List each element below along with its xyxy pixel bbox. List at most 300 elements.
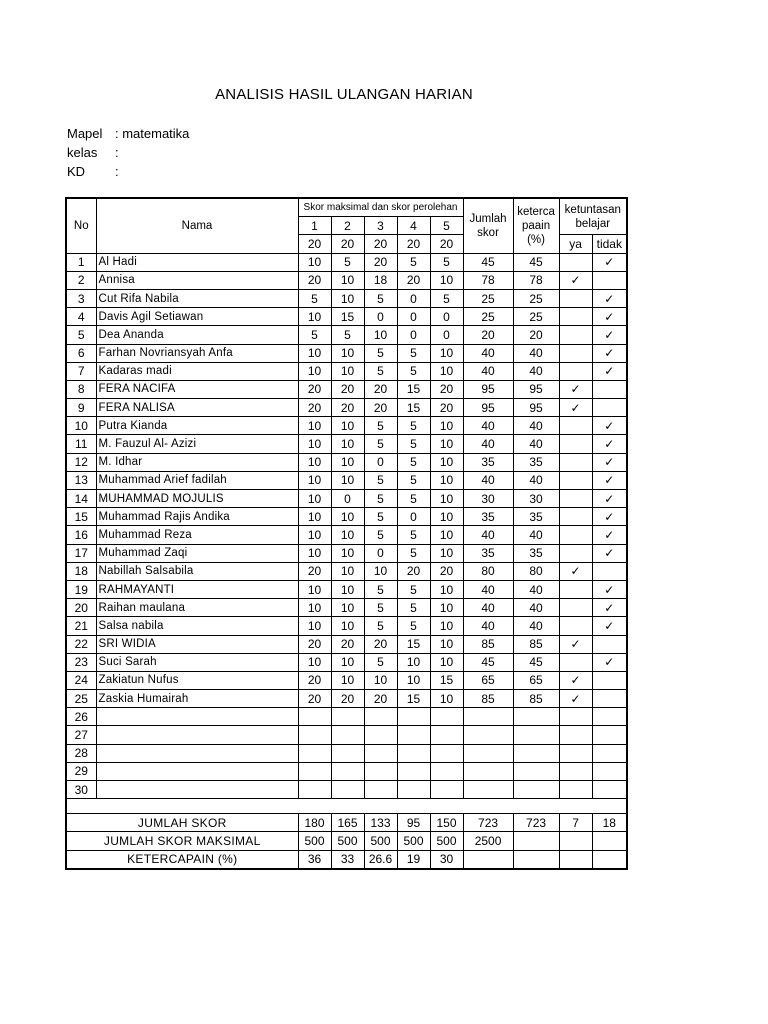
- item-score: 20: [430, 399, 463, 417]
- achievement-percent: 95: [513, 399, 559, 417]
- total-score: 40: [463, 417, 513, 435]
- achievement-percent: 80: [513, 562, 559, 580]
- student-row: [66, 490, 627, 508]
- ya-check-icon: [559, 344, 592, 362]
- item-score: [397, 744, 430, 762]
- total-score: 40: [463, 617, 513, 635]
- item-score: 10: [430, 526, 463, 544]
- ya-check-icon: [559, 289, 592, 307]
- achievement-percent: [513, 762, 559, 780]
- tidak-check-icon: ✓: [592, 544, 627, 562]
- student-name: Zaskia Humairah: [96, 690, 298, 708]
- achievement-percent: 85: [513, 635, 559, 653]
- tidak-check-icon: ✓: [592, 599, 627, 617]
- meta-kd-label: KD: [67, 164, 86, 179]
- total-score: 40: [463, 435, 513, 453]
- achievement-percent: 25: [513, 308, 559, 326]
- item-score: 0: [397, 289, 430, 307]
- item-score: 5: [397, 599, 430, 617]
- student-name: Davis Agil Setiawan: [96, 308, 298, 326]
- header-skor-group: Skor maksimal dan skor perolehan: [298, 198, 463, 217]
- total-score: [463, 726, 513, 744]
- row-number: 20: [66, 599, 96, 617]
- spacer-row: [66, 799, 627, 814]
- summary-label: JUMLAH SKOR: [66, 814, 298, 832]
- meta-kd-value: :: [115, 164, 119, 179]
- row-number: 30: [66, 781, 96, 799]
- item-score: [430, 726, 463, 744]
- row-number: 14: [66, 490, 96, 508]
- item-score: 10: [298, 362, 331, 380]
- summary-item-value: 36: [298, 850, 331, 869]
- total-score: 40: [463, 580, 513, 598]
- ya-check-icon: [559, 708, 592, 726]
- summary-item-value: 150: [430, 814, 463, 832]
- total-score: 80: [463, 562, 513, 580]
- student-name: [96, 762, 298, 780]
- student-row: [66, 399, 627, 417]
- item-score: 10: [331, 417, 364, 435]
- student-row: [66, 508, 627, 526]
- achievement-percent: 45: [513, 653, 559, 671]
- row-number: 11: [66, 435, 96, 453]
- total-score: 40: [463, 362, 513, 380]
- student-row: [66, 562, 627, 580]
- item-score: 10: [430, 362, 463, 380]
- student-name: SRI WIDIA: [96, 635, 298, 653]
- item-score: 20: [298, 671, 331, 689]
- item-score: 10: [298, 417, 331, 435]
- item-score: 5: [298, 326, 331, 344]
- item-score: 10: [364, 326, 397, 344]
- student-name: Nabillah Salsabila: [96, 562, 298, 580]
- total-score: 25: [463, 308, 513, 326]
- total-score: 95: [463, 399, 513, 417]
- item-score: 0: [397, 308, 430, 326]
- student-name: M. Fauzul Al- Azizi: [96, 435, 298, 453]
- item-score: 5: [331, 253, 364, 271]
- student-name: Putra Kianda: [96, 417, 298, 435]
- item-score: [397, 726, 430, 744]
- item-score: 10: [430, 271, 463, 289]
- student-name: Muhammad Reza: [96, 526, 298, 544]
- achievement-percent: 40: [513, 417, 559, 435]
- student-name: Raihan maulana: [96, 599, 298, 617]
- student-row: [66, 671, 627, 689]
- achievement-percent: 35: [513, 453, 559, 471]
- total-score: 35: [463, 453, 513, 471]
- item-score: 5: [430, 253, 463, 271]
- student-row: [66, 762, 627, 780]
- item-score: 10: [298, 308, 331, 326]
- tidak-check-icon: ✓: [592, 453, 627, 471]
- summary-row: [66, 814, 627, 832]
- meta-mapel: [67, 124, 189, 143]
- student-row: [66, 417, 627, 435]
- summary-percent: 723: [513, 814, 559, 832]
- student-name: [96, 744, 298, 762]
- row-number: 24: [66, 671, 96, 689]
- tidak-check-icon: ✓: [592, 653, 627, 671]
- tidak-check-icon: [592, 726, 627, 744]
- meta-mapel-value: : matematika: [115, 126, 190, 141]
- tidak-check-icon: ✓: [592, 490, 627, 508]
- tidak-check-icon: [592, 690, 627, 708]
- row-number: 1: [66, 253, 96, 271]
- item-score: 5: [397, 453, 430, 471]
- item-score: 10: [430, 508, 463, 526]
- row-number: 10: [66, 417, 96, 435]
- item-score: 20: [331, 399, 364, 417]
- item-score: 10: [430, 471, 463, 489]
- row-number: 15: [66, 508, 96, 526]
- item-score: 20: [298, 271, 331, 289]
- student-row: [66, 726, 627, 744]
- item-score: 10: [430, 344, 463, 362]
- achievement-percent: 30: [513, 490, 559, 508]
- item-score: 20: [331, 380, 364, 398]
- item-score: 5: [397, 617, 430, 635]
- item-score: 10: [331, 271, 364, 289]
- tidak-check-icon: ✓: [592, 308, 627, 326]
- item-score: 15: [430, 671, 463, 689]
- item-score: 20: [298, 380, 331, 398]
- student-name: Annisa: [96, 271, 298, 289]
- item-score: [298, 762, 331, 780]
- ya-check-icon: [559, 490, 592, 508]
- item-score: 10: [331, 653, 364, 671]
- achievement-percent: 40: [513, 435, 559, 453]
- item-score: 15: [397, 690, 430, 708]
- item-score: 5: [364, 599, 397, 617]
- item-score: [331, 744, 364, 762]
- total-score: 40: [463, 344, 513, 362]
- item-score: 15: [397, 399, 430, 417]
- summary-item-value: 95: [397, 814, 430, 832]
- meta-kelas-value: :: [115, 145, 119, 160]
- student-row: [66, 744, 627, 762]
- total-score: [463, 708, 513, 726]
- item-score: 18: [364, 271, 397, 289]
- item-score: 20: [430, 380, 463, 398]
- student-row: [66, 781, 627, 799]
- item-score: [430, 781, 463, 799]
- row-number: 9: [66, 399, 96, 417]
- item-score: [430, 744, 463, 762]
- tidak-check-icon: [592, 380, 627, 398]
- achievement-percent: 40: [513, 526, 559, 544]
- meta-kelas-label: kelas: [67, 145, 98, 160]
- item-score: 10: [298, 344, 331, 362]
- summary-total: 723: [463, 814, 513, 832]
- item-score: 10: [430, 580, 463, 598]
- row-number: 21: [66, 617, 96, 635]
- student-row: [66, 253, 627, 271]
- student-row: [66, 617, 627, 635]
- item-score: 5: [397, 471, 430, 489]
- row-number: 7: [66, 362, 96, 380]
- student-name: Farhan Novriansyah Anfa: [96, 344, 298, 362]
- item-score: 0: [397, 508, 430, 526]
- total-score: 35: [463, 508, 513, 526]
- total-score: 40: [463, 599, 513, 617]
- summary-item-value: 500: [430, 832, 463, 850]
- header-max-5: 20: [430, 235, 463, 253]
- achievement-percent: 40: [513, 617, 559, 635]
- row-number: 3: [66, 289, 96, 307]
- achievement-percent: [513, 781, 559, 799]
- ya-check-icon: [559, 599, 592, 617]
- item-score: 10: [331, 435, 364, 453]
- item-score: 10: [331, 671, 364, 689]
- student-row: [66, 308, 627, 326]
- total-score: [463, 781, 513, 799]
- ya-check-icon: [559, 453, 592, 471]
- student-row: [66, 289, 627, 307]
- item-score: 10: [298, 471, 331, 489]
- item-score: 20: [430, 562, 463, 580]
- header-ketercapaian: keterca paain (%): [513, 198, 559, 253]
- item-score: 10: [298, 653, 331, 671]
- item-score: 5: [397, 362, 430, 380]
- item-score: 10: [430, 435, 463, 453]
- item-score: 20: [364, 380, 397, 398]
- item-score: 5: [364, 617, 397, 635]
- row-number: 17: [66, 544, 96, 562]
- ya-check-icon: ✓: [559, 562, 592, 580]
- row-number: 23: [66, 653, 96, 671]
- item-score: 20: [364, 690, 397, 708]
- header-ketuntasan: ketuntasan belajar: [559, 198, 627, 235]
- item-score: 10: [298, 544, 331, 562]
- tidak-check-icon: [592, 781, 627, 799]
- summary-item-value: 133: [364, 814, 397, 832]
- item-score: 10: [430, 544, 463, 562]
- total-score: [463, 744, 513, 762]
- ya-check-icon: [559, 326, 592, 344]
- item-score: 20: [397, 562, 430, 580]
- total-score: 78: [463, 271, 513, 289]
- tidak-check-icon: [592, 744, 627, 762]
- tidak-check-icon: ✓: [592, 289, 627, 307]
- item-score: 5: [397, 544, 430, 562]
- achievement-percent: 40: [513, 362, 559, 380]
- row-number: 27: [66, 726, 96, 744]
- item-score: 10: [331, 453, 364, 471]
- tidak-check-icon: [592, 562, 627, 580]
- student-row: [66, 471, 627, 489]
- item-score: [331, 726, 364, 744]
- item-score: 5: [397, 344, 430, 362]
- item-score: 10: [298, 580, 331, 598]
- item-score: 15: [397, 380, 430, 398]
- item-score: [364, 726, 397, 744]
- item-score: 10: [397, 653, 430, 671]
- item-score: 10: [331, 344, 364, 362]
- header-jumlah-skor: Jumlah skor: [463, 198, 513, 253]
- student-row: [66, 380, 627, 398]
- item-score: 20: [331, 635, 364, 653]
- header-item-5: 5: [430, 217, 463, 235]
- item-score: 0: [331, 490, 364, 508]
- item-score: 0: [364, 453, 397, 471]
- student-name: Muhammad Zaqi: [96, 544, 298, 562]
- item-score: 5: [397, 253, 430, 271]
- item-score: [364, 762, 397, 780]
- student-row: [66, 708, 627, 726]
- row-number: 22: [66, 635, 96, 653]
- header-item-1: 1: [298, 217, 331, 235]
- item-score: 20: [364, 635, 397, 653]
- ya-check-icon: [559, 653, 592, 671]
- row-number: 2: [66, 271, 96, 289]
- item-score: [430, 708, 463, 726]
- achievement-percent: 40: [513, 580, 559, 598]
- summary-item-value: 30: [430, 850, 463, 869]
- summary-item-value: 33: [331, 850, 364, 869]
- total-score: 95: [463, 380, 513, 398]
- student-name: [96, 781, 298, 799]
- summary-item-value: 19: [397, 850, 430, 869]
- row-number: 29: [66, 762, 96, 780]
- row-number: 4: [66, 308, 96, 326]
- header-max-4: 20: [397, 235, 430, 253]
- row-number: 19: [66, 580, 96, 598]
- total-score: 65: [463, 671, 513, 689]
- student-row: [66, 435, 627, 453]
- row-number: 5: [66, 326, 96, 344]
- item-score: 20: [298, 690, 331, 708]
- item-score: 5: [364, 344, 397, 362]
- ya-check-icon: [559, 580, 592, 598]
- item-score: 5: [364, 508, 397, 526]
- student-name: Dea Ananda: [96, 326, 298, 344]
- student-row: [66, 635, 627, 653]
- summary-ya-count: [559, 832, 592, 850]
- ya-check-icon: [559, 253, 592, 271]
- summary-percent: [513, 832, 559, 850]
- achievement-percent: 35: [513, 508, 559, 526]
- item-score: 10: [430, 417, 463, 435]
- item-score: 10: [364, 562, 397, 580]
- row-number: 28: [66, 744, 96, 762]
- total-score: 25: [463, 289, 513, 307]
- student-name: RAHMAYANTI: [96, 580, 298, 598]
- item-score: 10: [331, 289, 364, 307]
- item-score: [397, 708, 430, 726]
- tidak-check-icon: ✓: [592, 253, 627, 271]
- row-number: 13: [66, 471, 96, 489]
- header-max-3: 20: [364, 235, 397, 253]
- item-score: 0: [397, 326, 430, 344]
- item-score: 10: [298, 508, 331, 526]
- item-score: 10: [430, 617, 463, 635]
- achievement-percent: [513, 726, 559, 744]
- item-score: 20: [364, 253, 397, 271]
- item-score: 10: [298, 453, 331, 471]
- item-score: [298, 781, 331, 799]
- total-score: 40: [463, 526, 513, 544]
- item-score: 0: [430, 326, 463, 344]
- total-score: 40: [463, 471, 513, 489]
- tidak-check-icon: [592, 271, 627, 289]
- row-number: 6: [66, 344, 96, 362]
- header-max-2: 20: [331, 235, 364, 253]
- student-name: Zakiatun Nufus: [96, 671, 298, 689]
- summary-label: JUMLAH SKOR MAKSIMAL: [66, 832, 298, 850]
- item-score: 5: [397, 580, 430, 598]
- row-number: 18: [66, 562, 96, 580]
- row-number: 25: [66, 690, 96, 708]
- summary-item-value: 500: [364, 832, 397, 850]
- item-score: 10: [331, 580, 364, 598]
- item-score: 10: [298, 526, 331, 544]
- student-row: [66, 599, 627, 617]
- ya-check-icon: [559, 417, 592, 435]
- item-score: 10: [298, 253, 331, 271]
- header-ya: ya: [559, 235, 592, 253]
- ya-check-icon: [559, 762, 592, 780]
- summary-item-value: 26.6: [364, 850, 397, 869]
- page-title: ANALISIS HASIL ULANGAN HARIAN: [215, 86, 473, 103]
- item-score: 10: [331, 526, 364, 544]
- item-score: 20: [298, 562, 331, 580]
- tidak-check-icon: ✓: [592, 580, 627, 598]
- item-score: 10: [298, 435, 331, 453]
- header-max-1: 20: [298, 235, 331, 253]
- summary-tidak-count: 18: [592, 814, 627, 832]
- item-score: 5: [397, 526, 430, 544]
- summary-total: 2500: [463, 832, 513, 850]
- achievement-percent: 45: [513, 253, 559, 271]
- item-score: 10: [298, 490, 331, 508]
- ya-check-icon: ✓: [559, 399, 592, 417]
- tidak-check-icon: [592, 708, 627, 726]
- item-score: [430, 762, 463, 780]
- ya-check-icon: [559, 726, 592, 744]
- student-row: [66, 653, 627, 671]
- item-score: 10: [430, 490, 463, 508]
- student-row: [66, 544, 627, 562]
- student-row: [66, 271, 627, 289]
- item-score: 5: [364, 526, 397, 544]
- ya-check-icon: [559, 508, 592, 526]
- item-score: 10: [331, 599, 364, 617]
- item-score: 10: [331, 508, 364, 526]
- item-score: [331, 781, 364, 799]
- item-score: 10: [430, 635, 463, 653]
- ya-check-icon: ✓: [559, 690, 592, 708]
- achievement-percent: 40: [513, 599, 559, 617]
- summary-row: [66, 850, 627, 869]
- item-score: 5: [364, 653, 397, 671]
- total-score: 45: [463, 653, 513, 671]
- item-score: 10: [331, 362, 364, 380]
- item-score: 5: [364, 490, 397, 508]
- ya-check-icon: ✓: [559, 671, 592, 689]
- header-no: No: [66, 198, 96, 253]
- summary-item-value: 180: [298, 814, 331, 832]
- achievement-percent: 40: [513, 471, 559, 489]
- achievement-percent: [513, 708, 559, 726]
- header-item-2: 2: [331, 217, 364, 235]
- student-name: MUHAMMAD MOJULIS: [96, 490, 298, 508]
- student-name: M. Idhar: [96, 453, 298, 471]
- item-score: 20: [298, 635, 331, 653]
- student-name: Suci Sarah: [96, 653, 298, 671]
- item-score: 10: [364, 671, 397, 689]
- summary-ya-count: [559, 850, 592, 869]
